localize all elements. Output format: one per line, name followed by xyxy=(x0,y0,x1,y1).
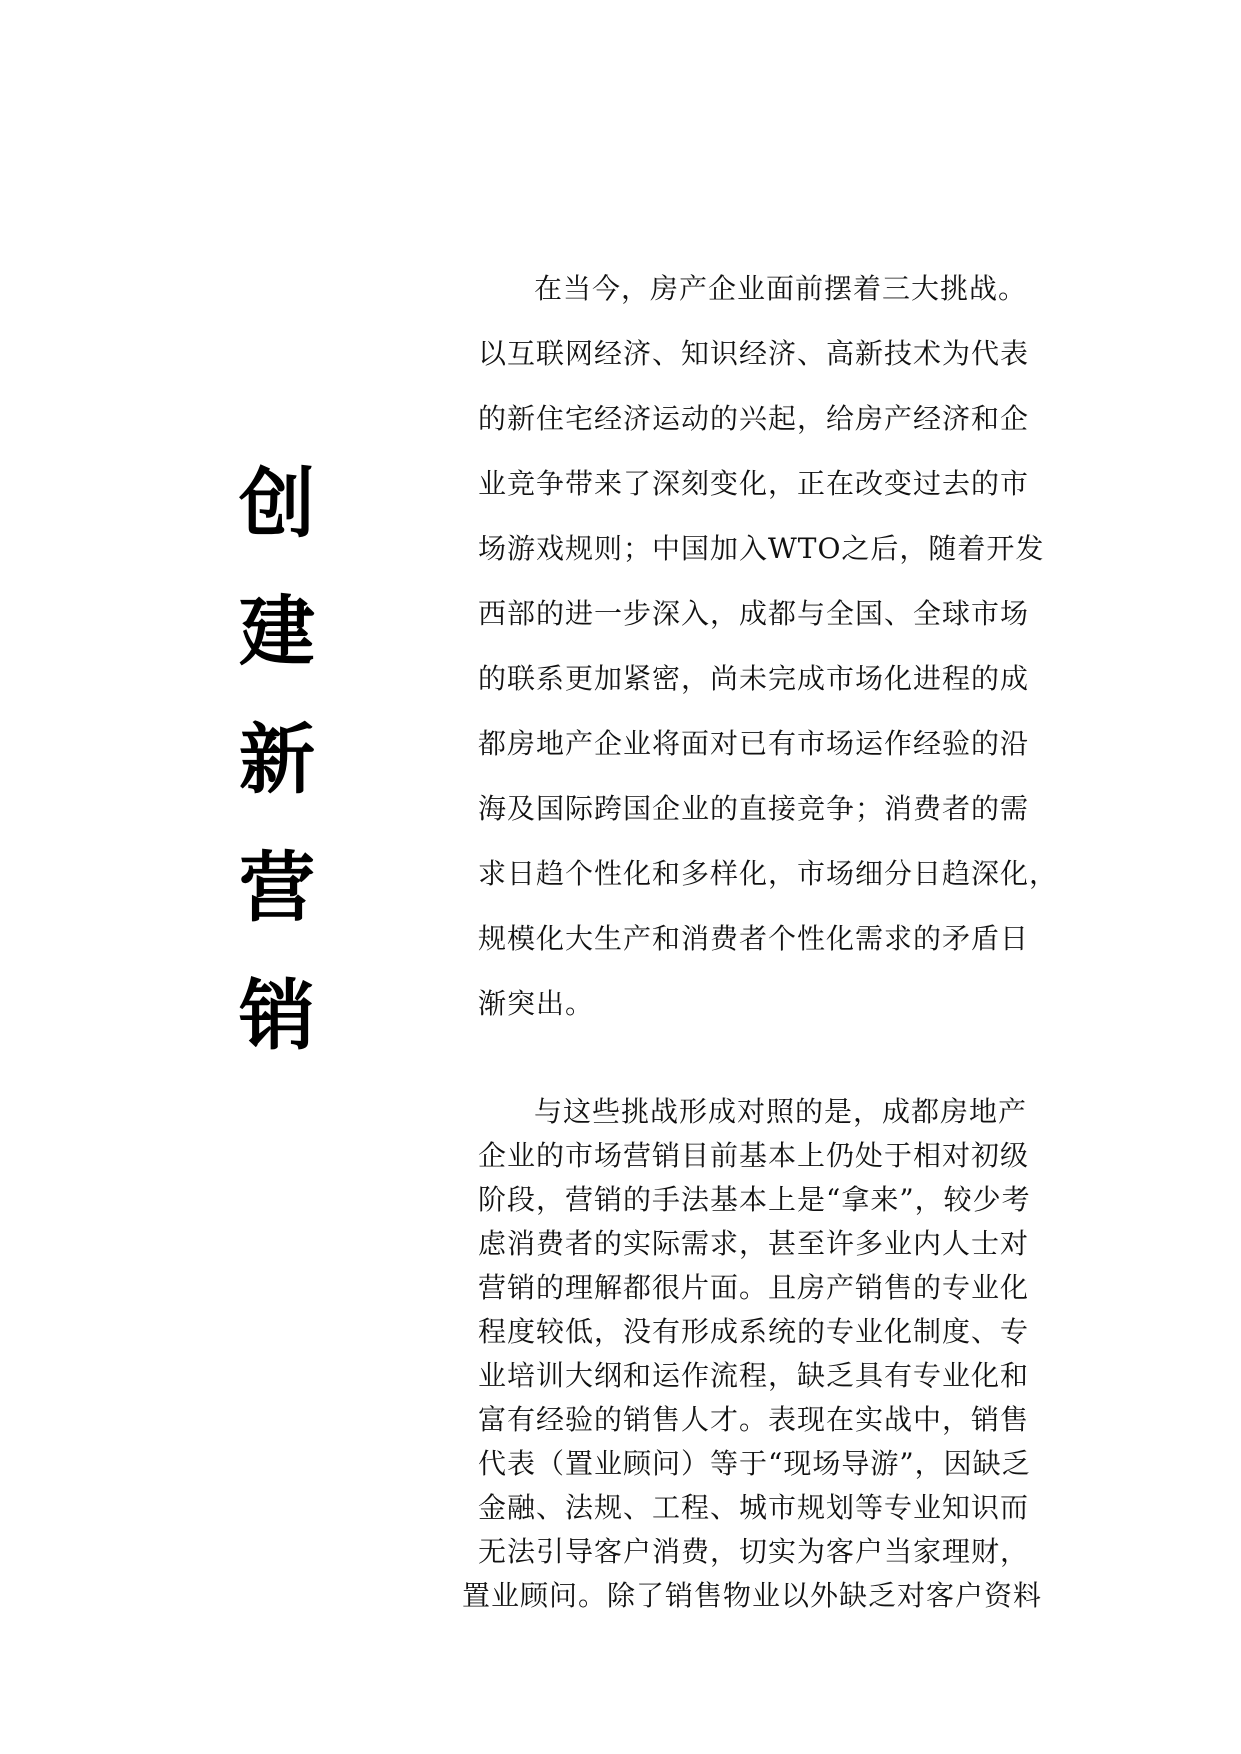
text-line: 的联系更加紧密，尚未完成市场化进程的成 xyxy=(478,662,1030,695)
text-line: 渐突出。 xyxy=(478,987,595,1020)
text-line: 在当今，房产企业面前摆着三大挑战。 xyxy=(534,272,1028,305)
text-line: 求日趋个性化和多样化，市场细分日趋深化， xyxy=(478,857,1059,890)
title-char: 建 xyxy=(239,587,315,676)
text-line: 代表（置业顾问）等于“现场导游”，因缺乏 xyxy=(478,1447,1031,1480)
text-line: 以互联网经济、知识经济、高新技术为代表 xyxy=(478,337,1030,370)
title-char: 新 xyxy=(239,715,315,804)
text-line: 虑消费者的实际需求，甚至许多业内人士对 xyxy=(478,1227,1030,1260)
title-char: 销 xyxy=(239,971,315,1060)
text-line: 海及国际跨国企业的直接竞争；消费者的需 xyxy=(478,792,1030,825)
text-line: 规模化大生产和消费者个性化需求的矛盾日 xyxy=(478,922,1030,955)
text-line: 与这些挑战形成对照的是，成都房地产 xyxy=(534,1095,1028,1128)
text-line: 业培训大纲和运作流程，缺乏具有专业化和 xyxy=(478,1359,1030,1392)
paragraph-1 xyxy=(478,256,1059,1036)
text-line: 富有经验的销售人才。表现在实战中，销售 xyxy=(478,1403,1030,1436)
text-line: 企业的市场营销目前基本上仍处于相对初级 xyxy=(478,1139,1030,1172)
text-line: 业竞争带来了深刻变化，正在改变过去的市 xyxy=(478,467,1030,500)
text-line: 阶段，营销的手法基本上是“拿来”，较少考 xyxy=(478,1183,1031,1216)
title-char: 营 xyxy=(239,843,315,932)
text-line: 都房地产企业将面对已有市场运作经验的沿 xyxy=(478,727,1030,760)
text-line: 程度较低，没有形成系统的专业化制度、专 xyxy=(478,1315,1030,1348)
text-line: 营销的理解都很片面。且房产销售的专业化 xyxy=(478,1271,1030,1304)
paragraph-2 xyxy=(462,1090,1048,1618)
text-line: 无法引导客户消费，切实为客户当家理财， xyxy=(478,1535,1030,1568)
vertical-title xyxy=(232,440,322,1080)
text-line: 置业顾问。除了销售物业以外缺乏对客户资料 xyxy=(462,1579,1043,1612)
text-line: 场游戏规则；中国加入WTO之后，随着开发 xyxy=(478,532,1045,565)
text-line: 金融、法规、工程、城市规划等专业知识而 xyxy=(478,1491,1030,1524)
title-char: 创 xyxy=(239,459,315,548)
text-line: 的新住宅经济运动的兴起，给房产经济和企 xyxy=(478,402,1030,435)
text-line: 西部的进一步深入，成都与全国、全球市场 xyxy=(478,597,1030,630)
